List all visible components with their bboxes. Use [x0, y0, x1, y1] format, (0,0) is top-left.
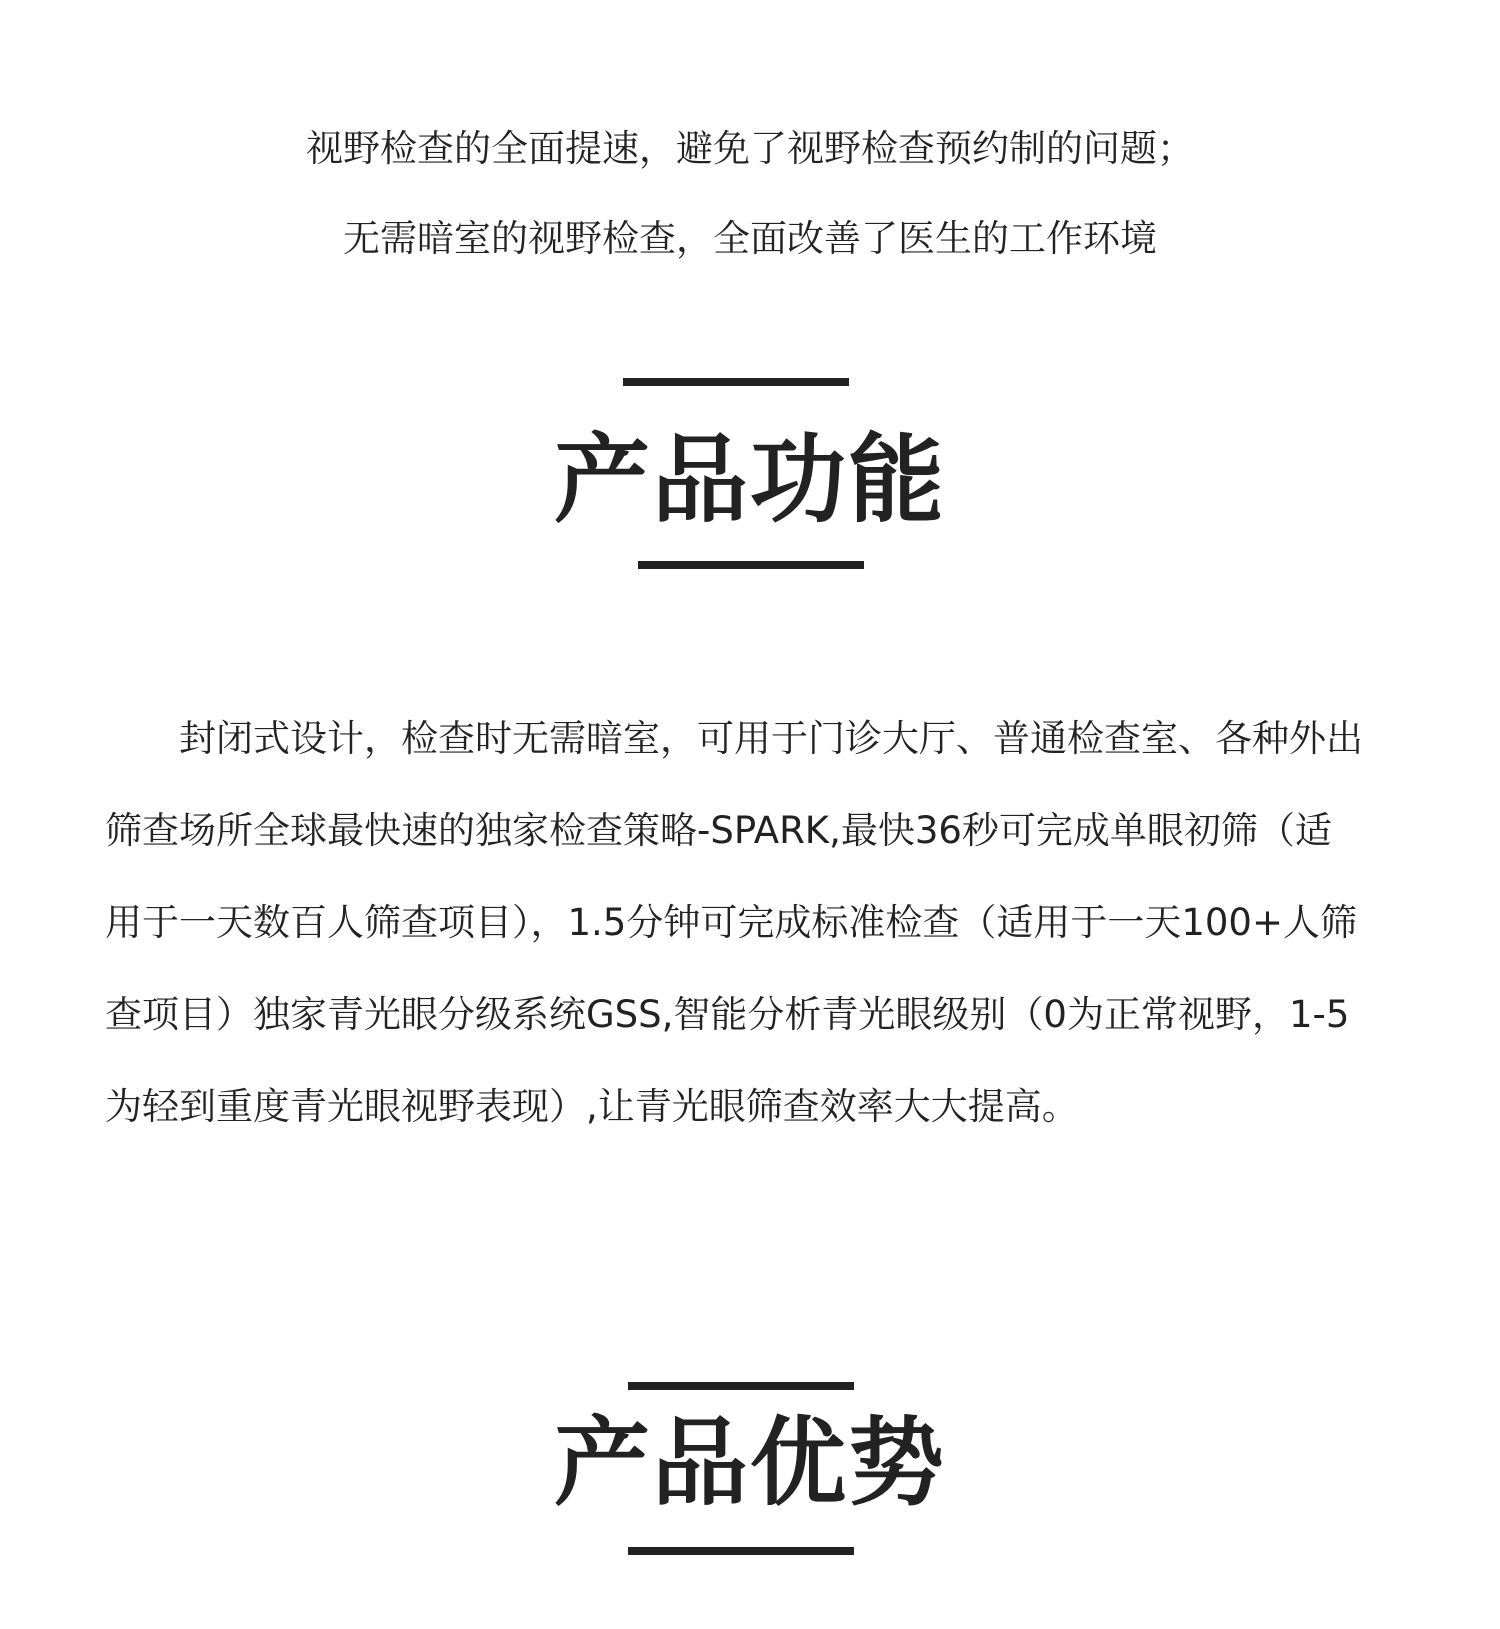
- features-description: 封闭式设计，检查时无需暗室，可用于门诊大厅、普通检查室、各种外出筛查场所全球最快速的独家检查策略-SPARK,最快36秒可完成单眼初筛（适用于一天数百人筛查项目），1.5分钟可完成标准检查（适用于一天100+人筛查项目）独家青光眼分级系统GSS,智能分析青光眼级别（0为正常视野，1-5为轻到重度青光眼视野表现）,让青光眼筛查效率大大提高。: [105, 717, 1363, 1128]
- advantages-title: 产品优势: [554, 1407, 946, 1519]
- intro-line-1: 视野检查的全面提速，避免了视野检查预约制的问题；: [306, 127, 1194, 170]
- intro-line-2: 无需暗室的视野检查，全面改善了医生的工作环境: [343, 217, 1157, 260]
- advantages-title-rule-bottom: [628, 1547, 854, 1555]
- features-title: 产品功能: [554, 424, 946, 536]
- advantages-title-rule-top: [628, 1382, 854, 1390]
- features-title-rule-bottom: [638, 561, 864, 569]
- features-title-rule-top: [623, 378, 849, 386]
